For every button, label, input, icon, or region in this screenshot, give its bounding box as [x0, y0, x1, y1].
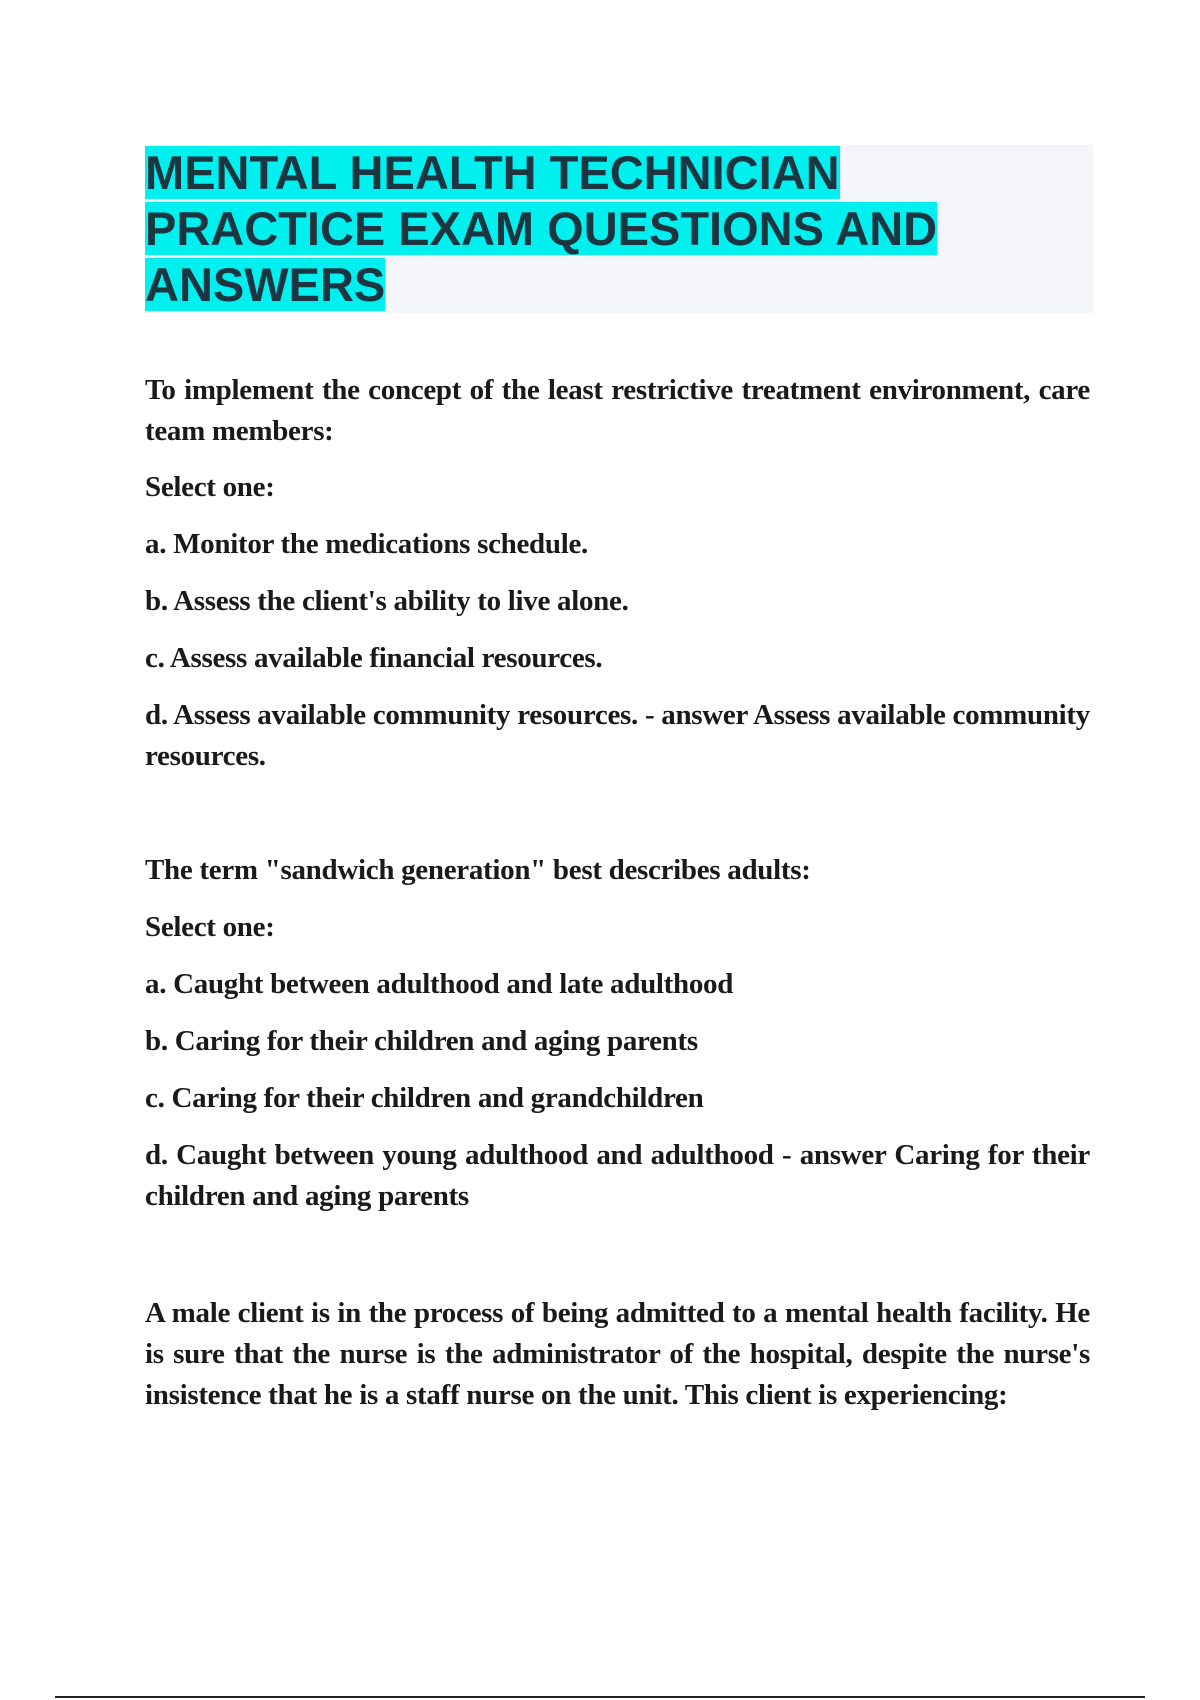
page-bottom-rule	[55, 1696, 1145, 1698]
answer-option-with-answer: d. Assess available community resources. - answer Assess available community resources.	[145, 699, 1090, 772]
answer-option: b. Caring for their children and aging parents	[145, 1025, 698, 1057]
answer-option: c. Assess available financial resources.	[145, 642, 603, 674]
question-3	[145, 1293, 1090, 1416]
answer-option: a. Caught between adulthood and late adulthood	[145, 968, 734, 1000]
question-2	[145, 850, 1090, 1217]
title-line-2: PRACTICE EXAM QUESTIONS AND	[145, 202, 938, 255]
question-stem: The term "sandwich generation" best describes adults:	[145, 854, 811, 886]
title-line-1: MENTAL HEALTH TECHNICIAN	[145, 146, 840, 199]
answer-option: c. Caring for their children and grandchildren	[145, 1082, 704, 1114]
title-line-3: ANSWERS	[145, 258, 386, 311]
select-prompt: Select one:	[145, 471, 275, 503]
answer-option: a. Monitor the medications schedule.	[145, 528, 588, 560]
select-prompt: Select one:	[145, 911, 275, 943]
question-stem: A male client is in the process of being admitted to a mental health facility. He is sure that the nurse is the administrator of the hospital, despite the nurse's insistence that he is a staff nurse on the unit. This client is experiencing:	[145, 1297, 1090, 1411]
answer-option: b. Assess the client's ability to live alone.	[145, 585, 629, 617]
question-stem: To implement the concept of the least restrictive treatment environment, care team members:	[145, 374, 1090, 447]
question-1	[145, 370, 1090, 777]
answer-option-with-answer: d. Caught between young adulthood and adulthood - answer Caring for their children and aging parents	[145, 1139, 1090, 1212]
